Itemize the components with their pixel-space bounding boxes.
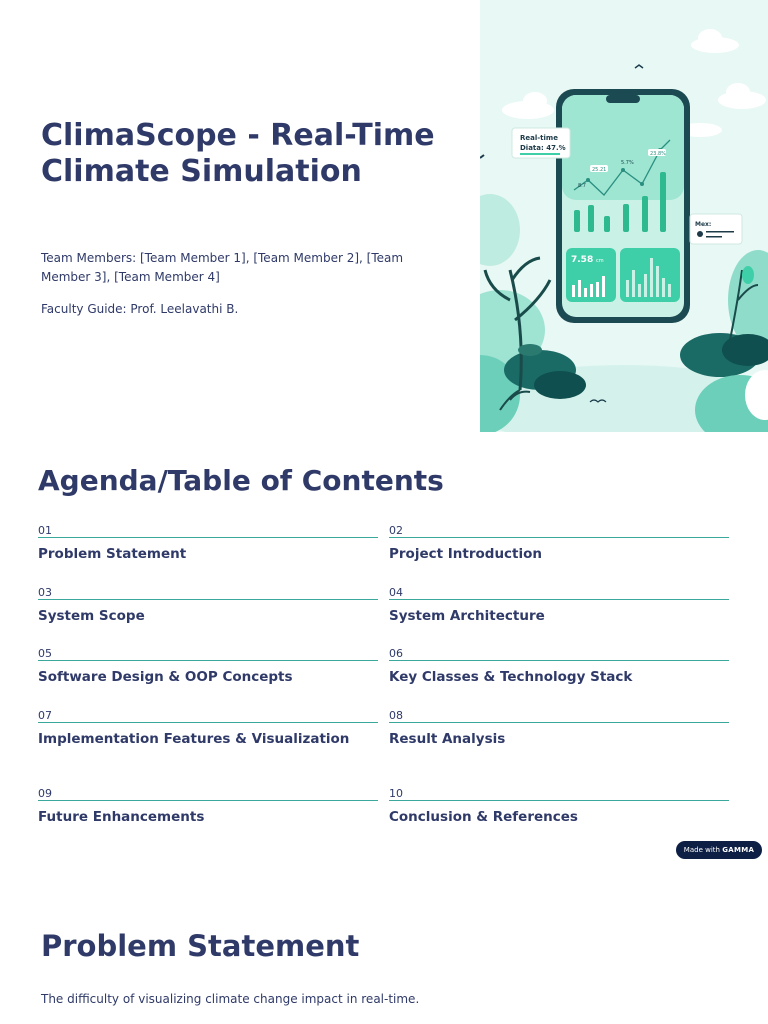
team-members-text: Team Members: [Team Member 1], [Team Member 2], [Team Member 3], [Team Member 4] <box>41 251 404 284</box>
agenda-item-number: 10 <box>389 787 729 801</box>
title-slide <box>0 0 768 432</box>
agenda-item-04 <box>389 586 729 625</box>
problem-statement-text: The difficulty of visualizing climate change impact in real-time. <box>41 992 420 1006</box>
agenda-item-05 <box>38 647 378 686</box>
chart-label-4: 23.8% <box>650 151 666 157</box>
agenda-item-label: Project Introduction <box>389 546 543 562</box>
agenda-item-number: 03 <box>38 586 378 600</box>
made-with-gamma-badge[interactable] <box>676 841 762 859</box>
gamma-logo: GAMMA <box>722 846 755 854</box>
agenda-item-number: 04 <box>389 586 729 600</box>
agenda-item-label: Implementation Features & Visualization <box>38 731 350 747</box>
agenda-item-03 <box>38 586 378 625</box>
agenda-item-label: Conclusion & References <box>389 809 578 825</box>
chart-label-1: 25.21 <box>592 167 607 173</box>
agenda-item-number: 05 <box>38 647 378 661</box>
agenda-item-number: 07 <box>38 709 378 723</box>
chart-label-3: 5.7% <box>621 160 634 166</box>
agenda-item-label: Software Design & OOP Concepts <box>38 669 293 685</box>
max-label: Mex: <box>695 221 712 228</box>
presentation-title: ClimaScope - Real-Time Climate Simulation <box>41 118 435 189</box>
agenda-item-09 <box>38 787 378 826</box>
callout-line-1: Real-time <box>520 134 558 142</box>
agenda-item-08 <box>389 709 729 748</box>
badge-prefix: Made with <box>683 846 720 854</box>
agenda-item-label: Key Classes & Technology Stack <box>389 669 633 685</box>
card-value: 7.58 <box>571 255 594 265</box>
agenda-item-label: Problem Statement <box>38 546 187 562</box>
callout-line-2: Diata: 47.% <box>520 144 566 152</box>
card-unit: cm <box>596 258 604 264</box>
problem-statement-title: Problem Statement <box>41 929 360 963</box>
agenda-slide <box>0 432 768 867</box>
agenda-item-number: 09 <box>38 787 378 801</box>
agenda-item-02 <box>389 524 729 563</box>
agenda-item-number: 06 <box>389 647 729 661</box>
agenda-item-label: Future Enhancements <box>38 809 205 825</box>
agenda-item-10 <box>389 787 729 826</box>
agenda-item-label: Result Analysis <box>389 731 506 747</box>
agenda-item-06 <box>389 647 729 686</box>
agenda-item-label: System Scope <box>38 608 145 624</box>
agenda-item-number: 02 <box>389 524 729 538</box>
climate-phone-illustration <box>480 0 768 432</box>
agenda-item-label: System Architecture <box>389 608 545 624</box>
agenda-item-number: 08 <box>389 709 729 723</box>
agenda-item-number: 01 <box>38 524 378 538</box>
agenda-item-07 <box>38 709 378 748</box>
agenda-title: Agenda/Table of Contents <box>38 464 444 497</box>
problem-statement-slide <box>0 867 768 1024</box>
agenda-item-01 <box>38 524 378 563</box>
chart-label-2: 8.7 <box>578 183 586 189</box>
faculty-guide-text: Faculty Guide: Prof. Leelavathi B. <box>41 302 239 316</box>
